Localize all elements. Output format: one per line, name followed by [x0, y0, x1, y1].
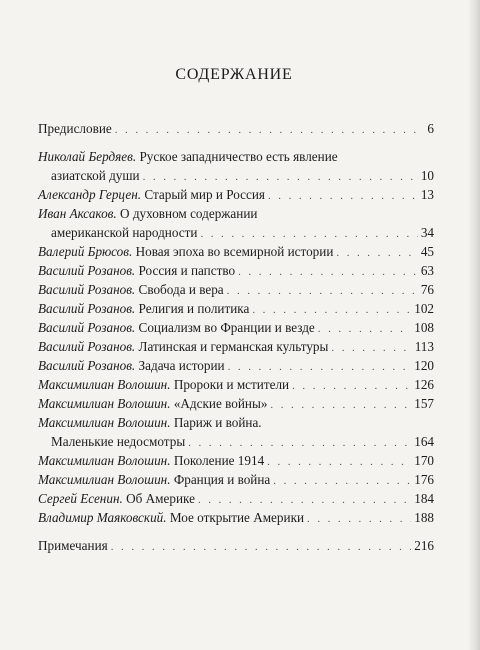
entry-title-continuation: азиатской души [51, 168, 140, 183]
page-number: 113 [414, 339, 434, 354]
dot-leader [227, 282, 418, 301]
entry-title-continuation: Маленькие недосмотры [51, 434, 186, 449]
dot-leader [273, 472, 411, 491]
entry-title: «Адские войны» [173, 396, 268, 411]
entry-author: Максимилиан Волошин. [38, 472, 171, 487]
page-number: 108 [414, 320, 434, 335]
dot-leader [238, 263, 418, 282]
page-number: 164 [414, 434, 434, 449]
entry-title: Париж и война. [173, 415, 262, 430]
entry-title: Латинская и германская культуры [138, 339, 329, 354]
page-number: 76 [420, 282, 434, 297]
page-number: 6 [427, 121, 434, 136]
toc-entry[interactable] [38, 242, 434, 261]
toc-entry[interactable] [38, 508, 434, 527]
toc-entry[interactable] [38, 375, 434, 394]
dot-leader [307, 510, 411, 529]
entry-title-continuation: американской народности [51, 225, 198, 240]
page-number: 184 [414, 491, 434, 506]
entry-title: Религия и политика [138, 301, 250, 316]
dot-leader [318, 320, 411, 339]
entry-author: Василий Розанов. [38, 339, 136, 354]
page-number: 176 [414, 472, 434, 487]
entry-title: Поколение 1914 [173, 453, 265, 468]
entry-title: Франция и война [173, 472, 271, 487]
toc-entry[interactable] [38, 318, 434, 337]
page-number: 170 [414, 453, 434, 468]
entry-author: Александр Герцен. [38, 187, 142, 202]
entry-title: Задача истории [138, 358, 225, 373]
dot-leader [111, 538, 412, 557]
toc-entry[interactable] [38, 204, 434, 242]
page-number: 188 [414, 510, 434, 525]
entry-author: Николай Бердяев. [38, 149, 137, 164]
entry-author: Максимилиан Волошин. [38, 396, 171, 411]
entry-author: Василий Розанов. [38, 358, 136, 373]
toc-entry[interactable] [38, 280, 434, 299]
entry-author: Максимилиан Волошин. [38, 377, 171, 392]
entry-author: Валерий Брюсов. [38, 244, 133, 259]
page-number: 13 [420, 187, 434, 202]
toc-entry[interactable] [38, 413, 434, 451]
entry-author: Василий Розанов. [38, 320, 136, 335]
dot-leader [267, 453, 411, 472]
page-number: 10 [420, 168, 434, 183]
toc-entry[interactable] [38, 261, 434, 280]
entry-title: Предисловие [38, 121, 112, 136]
toc-entry[interactable] [38, 185, 434, 204]
dot-leader [115, 121, 425, 140]
toc-entry[interactable] [38, 299, 434, 318]
dot-leader [331, 339, 411, 358]
toc-entry[interactable] [38, 470, 434, 489]
page-number: 34 [420, 225, 434, 240]
toc-entry[interactable] [38, 394, 434, 413]
toc-entry[interactable] [38, 451, 434, 470]
entry-author: Василий Розанов. [38, 282, 136, 297]
entry-title: Свобода и вера [138, 282, 224, 297]
entry-title: Об Америке [126, 491, 195, 506]
page-number: 157 [414, 396, 434, 411]
entry-author: Сергей Есенин. [38, 491, 123, 506]
dot-leader [292, 377, 411, 396]
entry-author: Владимир Маяковский. [38, 510, 167, 525]
entry-title: О духовном содержании [120, 206, 258, 221]
entry-author: Иван Аксаков. [38, 206, 117, 221]
entry-author: Василий Розанов. [38, 301, 136, 316]
toc-entry[interactable] [38, 489, 434, 508]
entry-title: Мое открытие Америки [169, 510, 305, 525]
dot-leader [268, 187, 418, 206]
entry-author: Максимилиан Волошин. [38, 415, 171, 430]
entry-author: Максимилиан Волошин. [38, 453, 171, 468]
page-number: 63 [420, 263, 434, 278]
table-of-contents [38, 119, 434, 555]
entry-title: Примечания [38, 538, 108, 553]
dot-leader [336, 244, 417, 263]
page-number: 102 [414, 301, 434, 316]
toc-entry-preface[interactable] [38, 119, 434, 138]
toc-entry[interactable] [38, 337, 434, 356]
entry-title: Россия и папство [138, 263, 236, 278]
entry-title: Пророки и мстители [173, 377, 290, 392]
page-number: 126 [414, 377, 434, 392]
toc-entry-notes[interactable] [38, 536, 434, 555]
toc-entry[interactable] [38, 147, 434, 185]
page-title: СОДЕРЖАНИЕ [175, 66, 293, 83]
page-number: 120 [414, 358, 434, 373]
entry-title: Новая эпоха во всемирной истории [135, 244, 334, 259]
toc-entry[interactable] [38, 356, 434, 375]
entry-author: Василий Розанов. [38, 263, 136, 278]
entry-title: Социализм во Франции и везде [138, 320, 315, 335]
entry-title: Старый мир и Россия [144, 187, 265, 202]
entry-title: Руское западничество есть явление [139, 149, 338, 164]
spine-shadow [468, 0, 480, 650]
page-number: 45 [420, 244, 434, 259]
dot-leader [270, 396, 411, 415]
page-number: 216 [414, 538, 434, 553]
